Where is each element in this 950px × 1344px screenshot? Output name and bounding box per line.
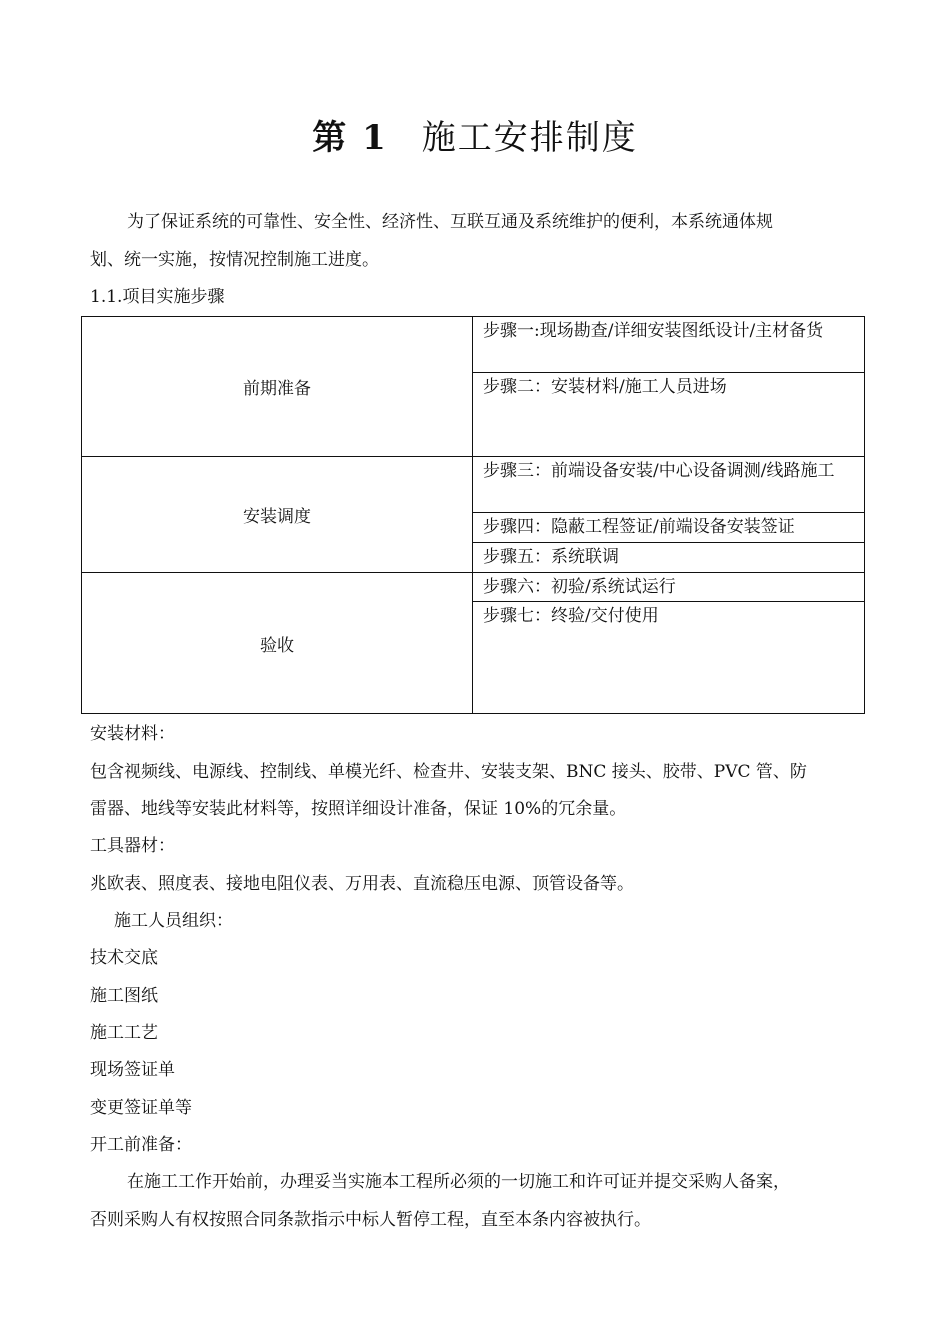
- phase-cell: 前期准备: [82, 317, 473, 457]
- personnel-item: 技术交底: [90, 948, 158, 968]
- intro-line-2: 划、统一实施，按情况控制施工进度。: [90, 250, 379, 270]
- tools-heading: 工具器材：: [90, 836, 175, 856]
- step-cell: 步骤四：隐蔽工程签证/前端设备安装签证: [473, 513, 865, 543]
- prep-line-2: 否则采购人有权按照合同条款指示中标人暂停工程，直至本条内容被执行。: [90, 1210, 651, 1230]
- phase-cell: 验收: [82, 573, 473, 714]
- section-heading: 1.1.项目实施步骤: [90, 287, 225, 307]
- chapter-title: 施工安排制度: [421, 118, 638, 158]
- prep-line-1: 在施工工作开始前，办理妥当实施本工程所必须的一切施工和许可证并提交采购人备案，: [127, 1172, 790, 1192]
- prep-heading: 开工前准备：: [90, 1135, 192, 1155]
- intro-line-1: 为了保证系统的可靠性、安全性、经济性、互联互通及系统维护的便利，本系统通体规: [127, 212, 773, 232]
- step-cell: 步骤三：前端设备安装/中心设备调测/线路施工: [473, 457, 865, 513]
- page-title: [0, 110, 950, 159]
- step-cell: 步骤七：终验/交付使用: [473, 602, 865, 714]
- personnel-item: 施工工艺: [90, 1023, 158, 1043]
- phase-cell: 安装调度: [82, 457, 473, 573]
- materials-line-1: 包含视频线、电源线、控制线、单模光纤、检查井、安装支架、BNC 接头、胶带、PVC 管、防: [90, 762, 807, 782]
- step-cell: 步骤一:现场勘查/详细安装图纸设计/主材备货: [473, 317, 865, 373]
- tools-line-1: 兆欧表、照度表、接地电阻仪表、万用表、直流稳压电源、顶管设备等。: [90, 874, 634, 894]
- materials-heading: 安装材料：: [90, 724, 175, 744]
- materials-line-2: 雷器、地线等安装此材料等，按照详细设计准备，保证 10%的冗余量。: [90, 799, 627, 819]
- steps-table: [81, 316, 865, 714]
- personnel-item: 变更签证单等: [90, 1098, 192, 1118]
- step-cell: 步骤五：系统联调: [473, 543, 865, 573]
- personnel-item: 施工图纸: [90, 986, 158, 1006]
- personnel-heading: 施工人员组织：: [114, 911, 233, 931]
- personnel-item: 现场签证单: [90, 1060, 175, 1080]
- chapter-number: 第 1: [312, 118, 388, 158]
- step-cell: 步骤六：初验/系统试运行: [473, 573, 865, 602]
- step-cell: 步骤二：安装材料/施工人员进场: [473, 373, 865, 457]
